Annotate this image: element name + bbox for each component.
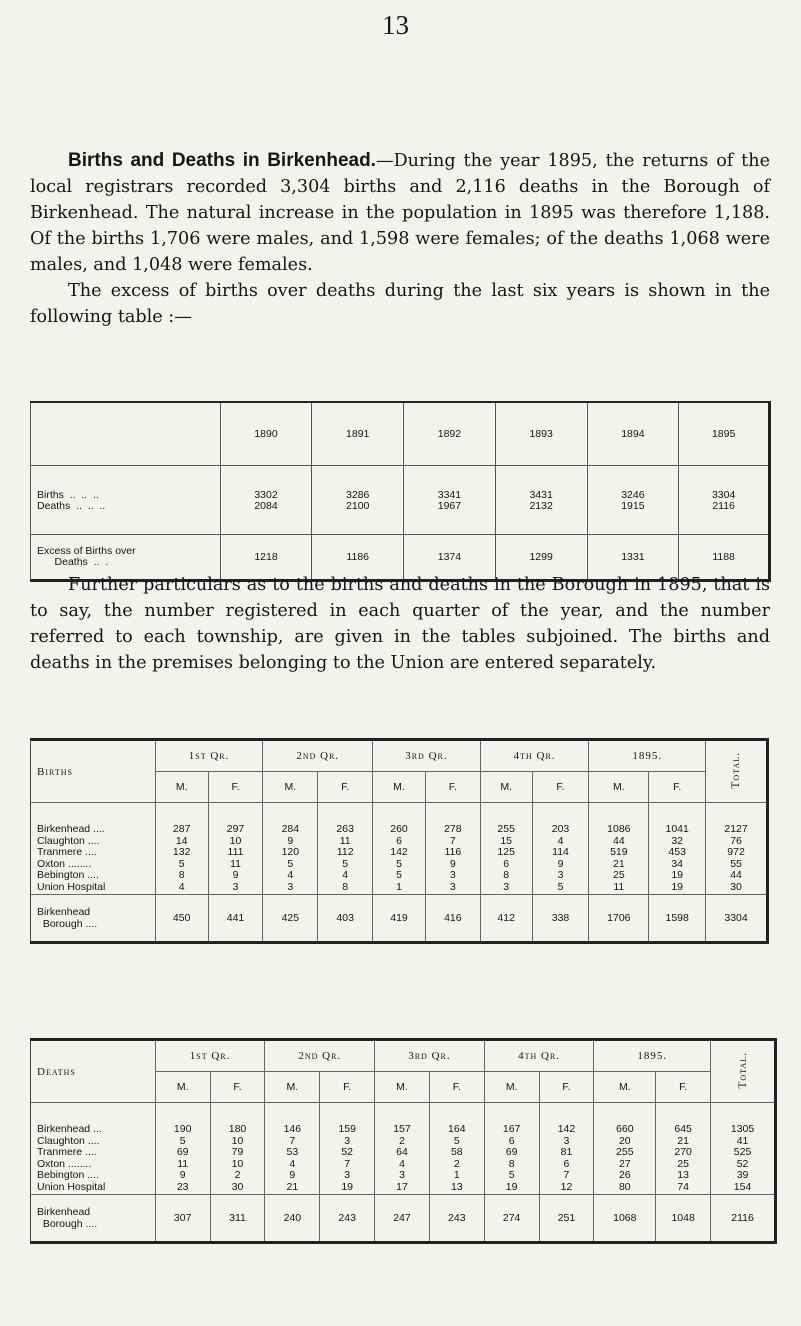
cell-value: 3	[344, 1134, 351, 1147]
deaths-value: 2084	[254, 500, 278, 512]
cell-value: 5	[453, 1134, 460, 1147]
cell-value: 8	[503, 869, 510, 881]
cell-value: 39	[736, 1169, 749, 1181]
township-label: Birkenhead ....	[37, 823, 105, 835]
cell-value: 19	[671, 880, 684, 893]
female-header: F.	[425, 772, 480, 803]
excess-table	[30, 401, 771, 582]
borough-value: 412	[480, 895, 532, 943]
cell-value: 190	[173, 1123, 192, 1135]
data-column	[480, 803, 532, 895]
page-number: 13	[382, 10, 409, 40]
year-values	[679, 466, 770, 535]
borough-label-line2: Borough ....	[42, 1218, 98, 1230]
township-label: Oxton ........	[37, 1157, 92, 1170]
cell-value: 7	[289, 1134, 296, 1147]
deaths-value: 2100	[346, 500, 370, 512]
township-label: Tranmere ....	[37, 846, 97, 858]
township-label: Oxton ........	[37, 857, 92, 870]
township-label: Birkenhead ...	[37, 1123, 102, 1135]
excess-label-line2: Deaths	[54, 556, 88, 568]
data-column	[539, 1103, 594, 1195]
intro-text: —During the year 1895, the returns of the local registrars recorded 3,304 births and 2,116 deaths in the Borough of Birkenhead. The natural increase in the population in 1895 was therefore 1,188. Of the births 1,706 were males, and 1,598 were females; of the deaths 1,068 were males, and 1,048 were females.	[30, 151, 770, 275]
further-paragraph: Further particulars as to the births and deaths in the Borough in 1895, that is to say, the number registered in each quarter of the year, and the number referred to each township, are given in the tables subjoined. The births and deaths in the premises belonging to the Union are entered separately.	[30, 575, 770, 673]
data-column	[429, 1103, 484, 1195]
cell-value: 519	[610, 846, 628, 858]
cell-value: 69	[176, 1146, 189, 1158]
data-column	[594, 1103, 656, 1195]
female-header: F.	[649, 772, 706, 803]
cell-value: 13	[677, 1169, 689, 1181]
cell-value: 7	[344, 1157, 351, 1170]
cell-value: 3	[503, 880, 510, 893]
cell-value: 297	[226, 823, 245, 835]
year-header: 1895.	[594, 1040, 711, 1072]
cell-value: 3	[344, 1169, 351, 1181]
cell-value: 21	[612, 857, 625, 870]
cell-value: 11	[613, 880, 625, 893]
cell-value: 2127	[724, 823, 748, 835]
cell-value: 25	[612, 869, 625, 881]
township-label: Union Hospital	[37, 1180, 106, 1193]
borough-value: 251	[539, 1195, 594, 1243]
borough-value: 243	[320, 1195, 375, 1243]
data-column	[589, 803, 649, 895]
deaths-title-text: Deaths	[37, 1065, 76, 1078]
cell-value: 52	[736, 1157, 749, 1170]
cell-value: 9	[557, 857, 564, 870]
cell-value: 525	[733, 1146, 752, 1158]
borough-value: 450	[155, 895, 208, 943]
cell-value: 142	[390, 846, 408, 858]
cell-value: 9	[449, 857, 456, 870]
cell-value: 32	[671, 834, 684, 847]
total-header-text: Total.	[730, 751, 743, 789]
births-label: Births	[37, 489, 64, 501]
township-label: Bebington ....	[37, 1169, 99, 1181]
cell-value: 21	[677, 1134, 689, 1147]
borough-value: 1706	[589, 895, 649, 943]
births-deaths-labels: Births .. .. .. Deaths .. .. ..	[31, 466, 221, 535]
cell-value: 5	[396, 857, 402, 870]
births-value: 3302	[254, 489, 278, 501]
male-header: M.	[375, 1072, 430, 1103]
cell-value: 1041	[665, 823, 689, 835]
data-column	[711, 1103, 776, 1195]
cell-value: 30	[730, 880, 742, 893]
data-column	[375, 1103, 430, 1195]
data-column	[649, 803, 706, 895]
borough-value: 243	[429, 1195, 484, 1243]
cell-value: 142	[557, 1123, 576, 1135]
male-header: M.	[589, 772, 649, 803]
cell-value: 23	[176, 1180, 189, 1193]
female-header: F.	[318, 772, 373, 803]
male-header: M.	[265, 1072, 320, 1103]
births-value: 3341	[437, 489, 462, 501]
cell-value: 154	[733, 1180, 752, 1193]
cell-value: 111	[227, 846, 244, 858]
deaths-table	[30, 1038, 777, 1244]
cell-value: 9	[179, 1169, 186, 1181]
cell-value: 80	[618, 1180, 631, 1193]
cell-value: 14	[175, 834, 188, 847]
male-header: M.	[155, 1072, 210, 1103]
female-header: F.	[429, 1072, 484, 1103]
cell-value: 5	[178, 857, 185, 870]
cell-value: 2	[234, 1169, 241, 1181]
cell-value: 19	[671, 869, 684, 881]
total-header	[711, 1040, 776, 1103]
cell-value: 58	[450, 1146, 463, 1158]
year-header: 1893	[495, 402, 587, 466]
data-column	[210, 1103, 265, 1195]
cell-value: 8	[508, 1157, 515, 1170]
year-values	[220, 466, 312, 535]
cell-value: 3	[449, 869, 456, 881]
borough-value: 274	[484, 1195, 539, 1243]
borough-value: 441	[208, 895, 263, 943]
township-label: Claughton ....	[37, 834, 100, 847]
cell-value: 6	[503, 857, 510, 870]
cell-value: 5	[508, 1169, 515, 1181]
borough-value: 240	[265, 1195, 320, 1243]
quarter-header: 2nd Qr.	[265, 1040, 375, 1072]
cell-value: 3	[557, 869, 564, 881]
cell-value: 19	[341, 1180, 353, 1193]
cell-value: 7	[449, 834, 456, 847]
cell-value: 263	[336, 823, 354, 835]
excess-value: 1186	[312, 535, 404, 581]
cell-value: 27	[618, 1157, 631, 1170]
total-header	[706, 740, 768, 803]
cell-value: 30	[231, 1180, 244, 1193]
cell-value: 660	[616, 1123, 634, 1135]
quarter-header: 3rd Qr.	[375, 1040, 485, 1072]
excess-value: 1299	[495, 535, 587, 581]
data-column	[155, 803, 208, 895]
intro-paragraph	[30, 148, 770, 278]
cell-value: 26	[618, 1169, 631, 1181]
births-title-text: Births	[37, 765, 73, 778]
excess-sentence: The excess of births over deaths during the last six years is shown in the following table :—	[30, 281, 770, 327]
borough-value: 419	[373, 895, 426, 943]
cell-value: 1	[396, 880, 402, 893]
township-labels	[31, 1103, 156, 1195]
cell-value: 34	[671, 857, 684, 870]
quarter-header: 1st Qr.	[155, 1040, 265, 1072]
cell-value: 11	[177, 1157, 189, 1170]
cell-value: 6	[563, 1157, 570, 1170]
borough-label-line1: Birkenhead	[37, 906, 91, 918]
deaths-value: 2116	[712, 500, 735, 512]
cell-value: 4	[557, 834, 564, 847]
section-heading: Births and Deaths in Birkenhead.	[68, 150, 376, 171]
births-value: 3246	[621, 489, 645, 501]
deaths-value: 1967	[437, 500, 462, 512]
cell-value: 255	[497, 823, 515, 835]
male-header: M.	[155, 772, 208, 803]
cell-value: 1305	[730, 1123, 755, 1135]
cell-value: 270	[674, 1146, 692, 1158]
borough-value: 1048	[656, 1195, 711, 1243]
female-header: F.	[210, 1072, 265, 1103]
cell-value: 167	[502, 1123, 521, 1135]
cell-value: 44	[730, 869, 742, 881]
male-header: M.	[373, 772, 426, 803]
year-values	[404, 466, 496, 535]
township-label: Claughton ....	[37, 1134, 100, 1147]
cell-value: 132	[172, 846, 191, 858]
cell-value: 25	[677, 1157, 689, 1170]
township-rows	[31, 1103, 776, 1195]
cell-value: 15	[500, 834, 513, 847]
cell-value: 5	[342, 857, 349, 870]
cell-value: 4	[178, 880, 185, 893]
cell-value: 69	[505, 1146, 518, 1158]
data-column	[373, 803, 426, 895]
excess-label-line1: Excess of Births over	[37, 545, 136, 557]
township-labels	[31, 803, 156, 895]
cell-value: 1	[453, 1169, 460, 1181]
cell-value: 157	[393, 1123, 411, 1135]
cell-value: 9	[289, 1169, 296, 1181]
female-header: F.	[208, 772, 263, 803]
quarter-header: 4th Qr.	[484, 1040, 594, 1072]
cell-value: 74	[677, 1180, 689, 1193]
cell-value: 11	[339, 834, 351, 847]
year-header: 1895.	[589, 740, 706, 772]
data-column	[706, 803, 768, 895]
cell-value: 2	[399, 1134, 405, 1147]
cell-value: 4	[399, 1157, 405, 1170]
borough-label	[31, 895, 156, 943]
cell-value: 164	[448, 1123, 466, 1135]
cell-value: 255	[616, 1146, 634, 1158]
year-values	[495, 466, 587, 535]
cell-value: 9	[287, 834, 294, 847]
cell-value: 112	[336, 846, 354, 858]
cell-value: 12	[560, 1180, 573, 1193]
quarter-header: 2nd Qr.	[263, 740, 373, 772]
data-column	[484, 1103, 539, 1195]
borough-label	[31, 1195, 156, 1243]
data-column	[532, 803, 589, 895]
births-title	[31, 740, 156, 803]
cell-value: 10	[231, 1157, 244, 1170]
excess-label: Excess of Births over Deaths .. .	[31, 535, 221, 581]
borough-value: 403	[318, 895, 373, 943]
cell-value: 53	[286, 1146, 299, 1158]
female-header: F.	[539, 1072, 594, 1103]
cell-value: 159	[338, 1123, 356, 1135]
deaths-label: Deaths	[37, 500, 71, 512]
cell-value: 260	[390, 823, 408, 835]
cell-value: 81	[560, 1146, 573, 1158]
cell-value: 3	[232, 880, 239, 893]
cell-value: 3	[399, 1169, 405, 1181]
data-column	[208, 803, 263, 895]
borough-value: 2116	[711, 1195, 776, 1243]
borough-value: 425	[263, 895, 318, 943]
data-column	[320, 1103, 375, 1195]
borough-value: 338	[532, 895, 589, 943]
cell-value: 7	[563, 1169, 570, 1181]
township-label: Bebington ....	[37, 869, 99, 881]
cell-value: 17	[396, 1180, 408, 1193]
cell-value: 11	[230, 857, 241, 870]
cell-value: 79	[231, 1146, 244, 1158]
township-label: Tranmere ....	[37, 1146, 97, 1158]
excess-table-corner	[31, 402, 221, 466]
borough-value: 307	[155, 1195, 210, 1243]
cell-value: 3	[287, 880, 294, 893]
deaths-title	[31, 1040, 156, 1103]
male-header: M.	[480, 772, 532, 803]
cell-value: 3	[563, 1134, 570, 1147]
cell-value: 19	[505, 1180, 518, 1193]
borough-value: 3304	[706, 895, 768, 943]
cell-value: 203	[551, 823, 570, 835]
quarter-header: 1st Qr.	[155, 740, 263, 772]
cell-value: 21	[286, 1180, 299, 1193]
cell-value: 20	[618, 1134, 631, 1147]
cell-value: 3	[449, 880, 456, 893]
cell-value: 8	[178, 869, 185, 881]
data-column	[656, 1103, 711, 1195]
data-column	[425, 803, 480, 895]
female-header: F.	[320, 1072, 375, 1103]
cell-value: 5	[287, 857, 294, 870]
year-header: 1892	[404, 402, 496, 466]
cell-value: 1086	[607, 823, 631, 835]
cell-value: 5	[179, 1134, 186, 1147]
year-header: 1890	[220, 402, 312, 466]
male-header: M.	[263, 772, 318, 803]
cell-value: 284	[281, 823, 300, 835]
year-header: 1891	[312, 402, 404, 466]
cell-value: 146	[283, 1123, 302, 1135]
cell-value: 972	[727, 846, 745, 858]
cell-value: 5	[396, 869, 402, 881]
borough-value: 1068	[594, 1195, 656, 1243]
cell-value: 6	[508, 1134, 515, 1147]
cell-value: 10	[231, 1134, 244, 1147]
borough-value: 247	[375, 1195, 430, 1243]
cell-value: 55	[730, 857, 742, 870]
data-column	[155, 1103, 210, 1195]
cell-value: 52	[341, 1146, 353, 1158]
cell-value: 8	[342, 880, 349, 893]
cell-value: 125	[497, 846, 515, 858]
cell-value: 4	[287, 869, 294, 881]
cell-value: 453	[668, 846, 686, 858]
cell-value: 120	[281, 846, 300, 858]
year-values	[587, 466, 679, 535]
female-header: F.	[532, 772, 589, 803]
cell-value: 64	[396, 1146, 408, 1158]
township-label: Union Hospital	[37, 880, 106, 893]
male-header: M.	[484, 1072, 539, 1103]
cell-value: 278	[444, 823, 462, 835]
female-header: F.	[656, 1072, 711, 1103]
excess-value: 1374	[404, 535, 496, 581]
cell-value: 5	[557, 880, 564, 893]
excess-value: 1188	[679, 535, 770, 581]
deaths-value: 2132	[529, 500, 553, 512]
year-values	[312, 466, 404, 535]
deaths-value: 1915	[621, 500, 645, 512]
cell-value: 116	[444, 846, 462, 858]
cell-value: 13	[450, 1180, 463, 1193]
cell-value: 9	[232, 869, 239, 881]
births-table	[30, 738, 769, 944]
male-header: M.	[594, 1072, 656, 1103]
total-header-text: Total.	[736, 1051, 749, 1089]
cell-value: 41	[736, 1134, 749, 1147]
cell-value: 180	[228, 1123, 247, 1135]
cell-value: 114	[552, 846, 569, 858]
township-rows	[31, 803, 768, 895]
births-value: 3286	[346, 489, 370, 501]
cell-value: 76	[730, 834, 742, 847]
cell-value: 44	[612, 834, 625, 847]
borough-value: 311	[210, 1195, 265, 1243]
quarter-header: 3rd Qr.	[373, 740, 481, 772]
excess-value: 1218	[220, 535, 312, 581]
cell-value: 4	[289, 1157, 296, 1170]
borough-label-line2: Borough ....	[42, 918, 98, 930]
data-column	[265, 1103, 320, 1195]
cell-value: 4	[342, 869, 349, 881]
data-column	[263, 803, 318, 895]
cell-value: 287	[172, 823, 191, 835]
cell-value: 10	[229, 834, 242, 847]
cell-value: 6	[396, 834, 402, 847]
excess-value: 1331	[587, 535, 679, 581]
cell-value: 2	[453, 1157, 460, 1170]
borough-label-line1: Birkenhead	[37, 1206, 91, 1218]
borough-value: 416	[425, 895, 480, 943]
cell-value: 645	[674, 1123, 692, 1135]
year-header: 1894	[587, 402, 679, 466]
borough-value: 1598	[649, 895, 706, 943]
quarter-header: 4th Qr.	[480, 740, 589, 772]
births-value: 3304	[711, 489, 736, 501]
data-column	[318, 803, 373, 895]
year-header: 1895	[679, 402, 770, 466]
births-value: 3431	[529, 489, 553, 501]
